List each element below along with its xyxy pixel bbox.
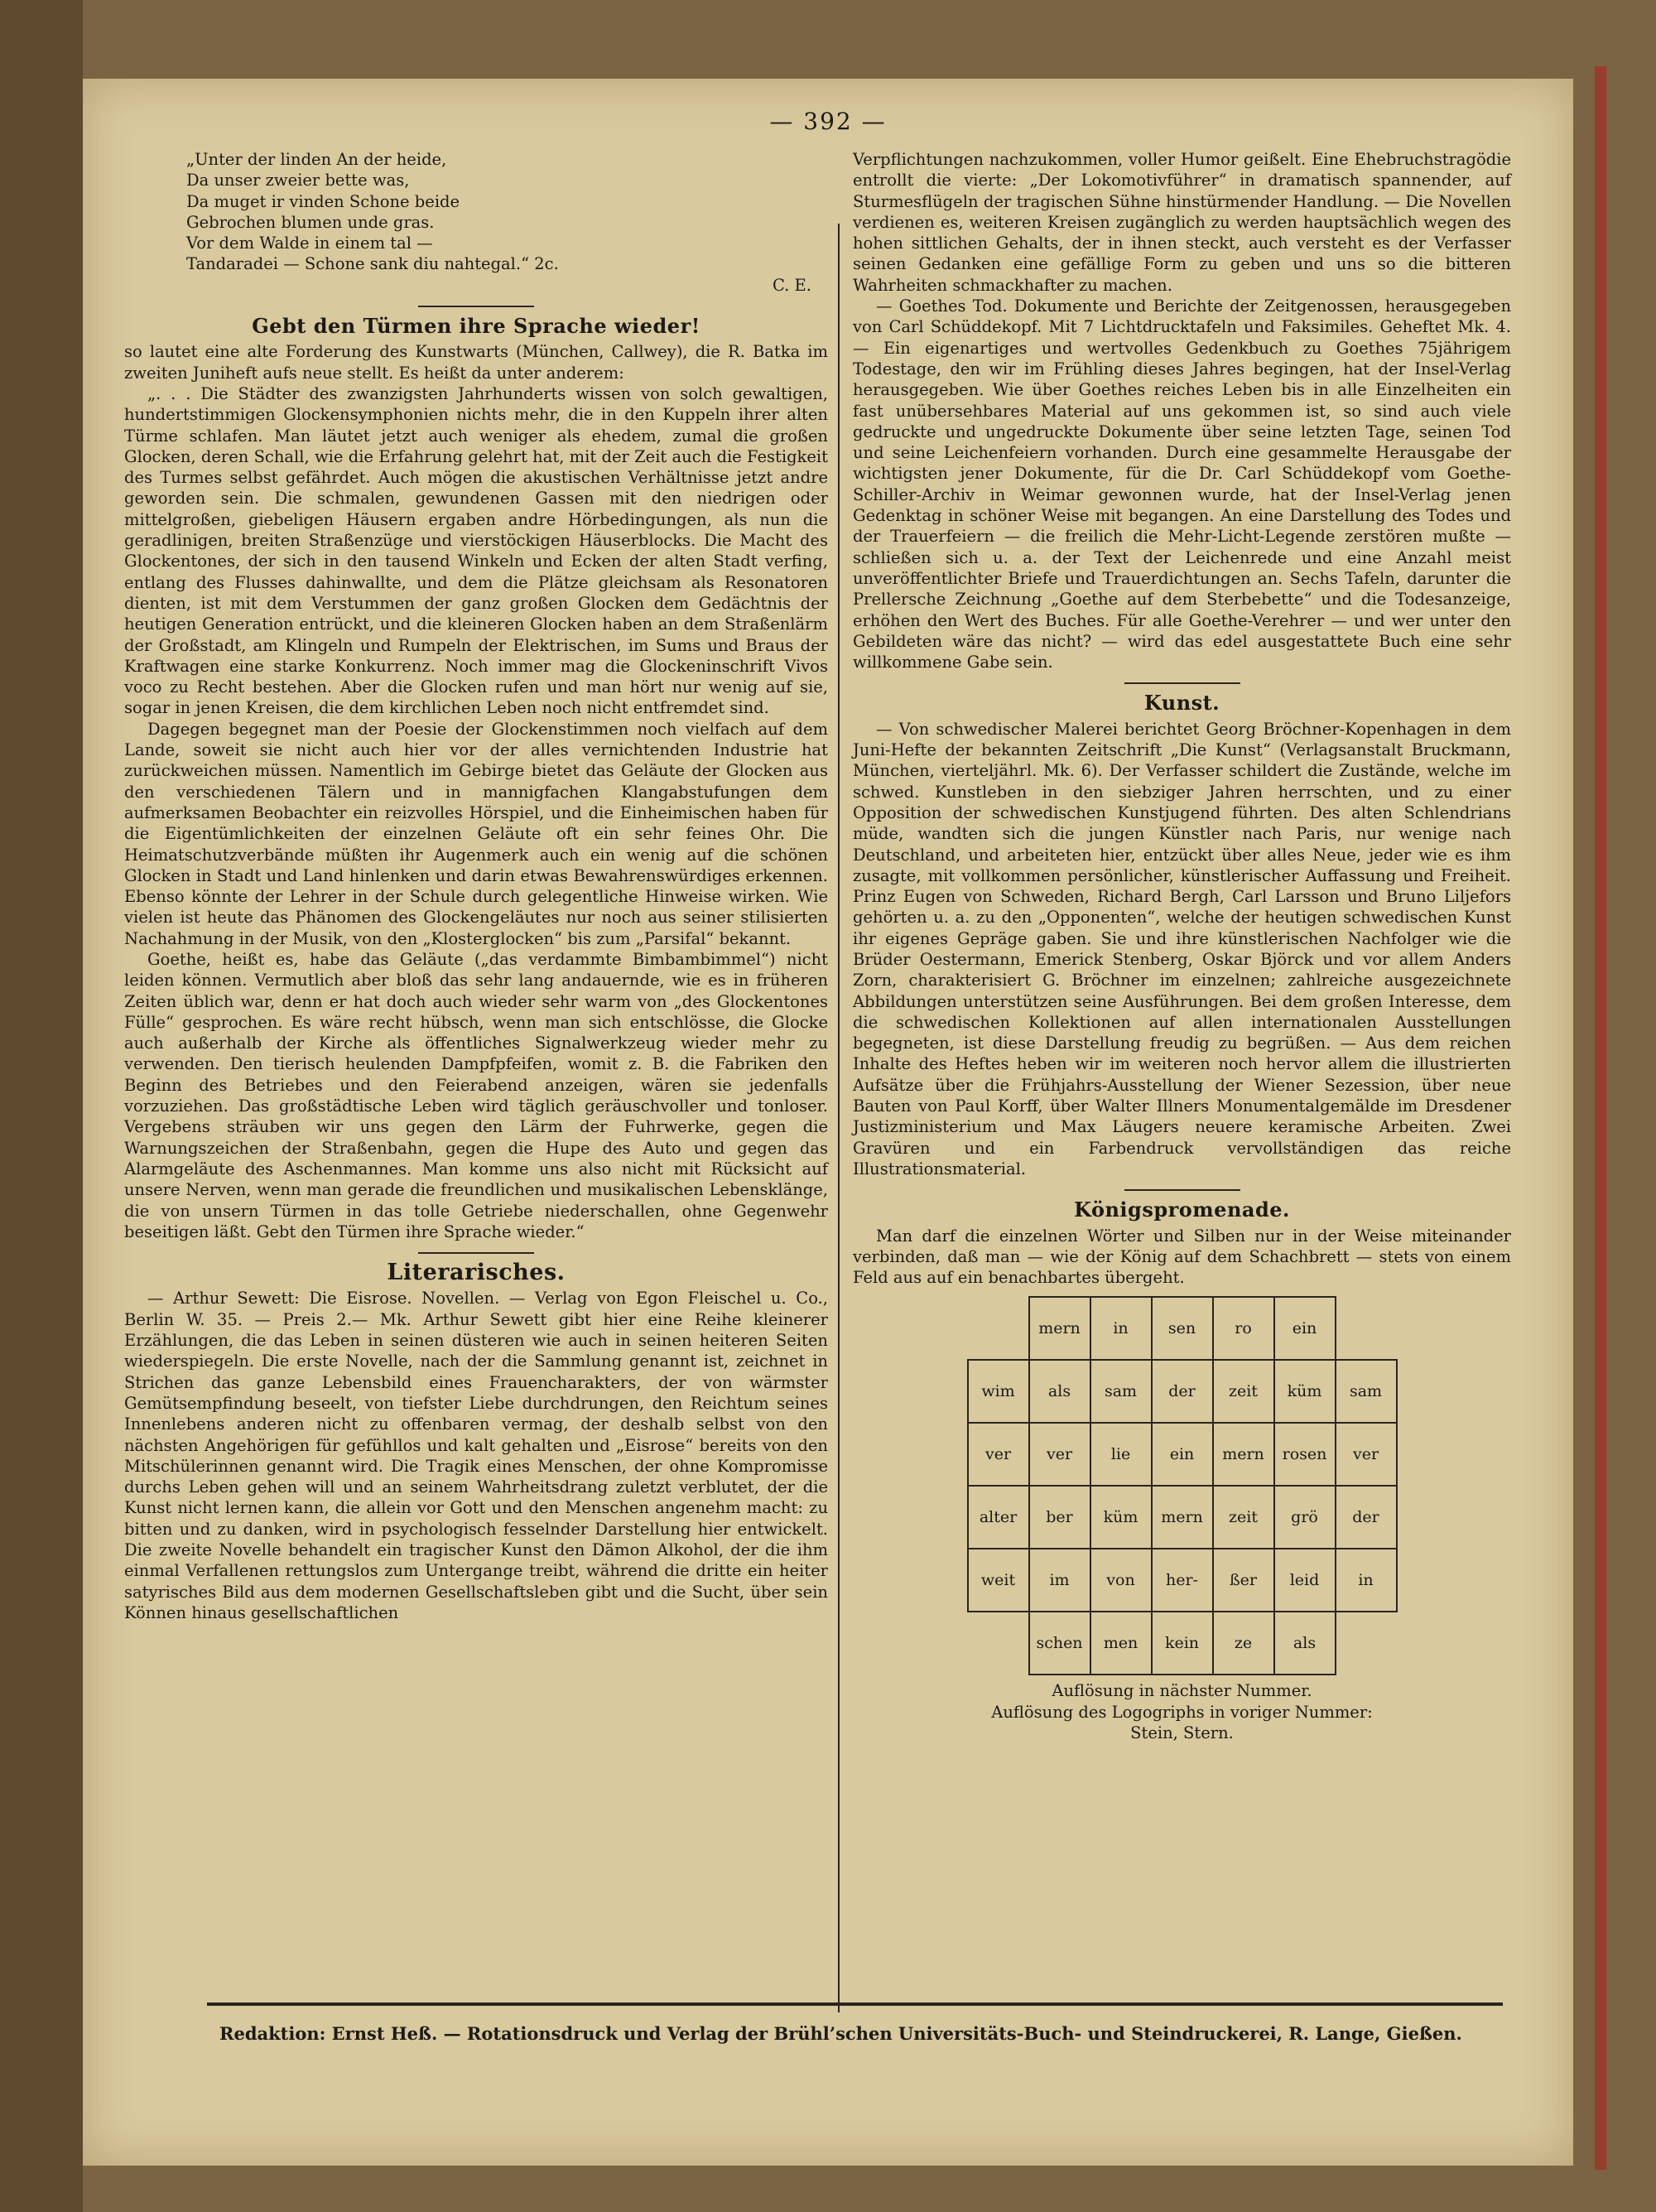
footer-rule	[207, 2002, 1503, 2006]
poem	[186, 149, 828, 275]
puzzle-cell: mern	[1152, 1486, 1213, 1549]
section-rule	[418, 306, 534, 307]
puzzle-cell	[1336, 1612, 1397, 1675]
page-edge	[1595, 66, 1606, 2170]
puzzle-cell: men	[1090, 1612, 1152, 1675]
puzzle-cell: ver	[968, 1423, 1029, 1486]
puzzle-cell: mern	[1029, 1297, 1090, 1360]
puzzle-cell: ber	[1029, 1486, 1090, 1549]
puzzle-cell: zeit	[1213, 1360, 1274, 1423]
puzzle-cell: ze	[1213, 1612, 1274, 1675]
logogriph-answer: Stein, Stern.	[1130, 1723, 1234, 1743]
puzzle-cell: sam	[1336, 1360, 1397, 1423]
puzzle-cell: leid	[1274, 1549, 1336, 1612]
article-paragraph: — Von schwedischer Malerei berichtet Georg Bröchner-Kopenhagen in dem Juni-Hefte der bekannten Zeitschrift „Die Kunst“ (Verlagsanstalt Bruckmann, München, vierteljährl. Mk. 6). Der Verfasser schildert die Zustände, welche im schwed. Kunstleben in den siebziger Jahren herrschten, und zu einer Opposition der schwedischen Kunstjugend führten. Des alten Schlendrians müde, wandten sich die jungen Künstler nach Paris, nur wenige nach Deutschland, und arbeiteten hier, entzückt über alles Neue, jeder wie es ihm zusagte, mit vollkommen persönlicher, künstlerischer Auffassung und Freiheit. Prinz Eugen von Schweden, Richard Bergh, Carl Larsson und Bruno Liljefors gehörten u. a. zu den „Opponenten“, welche der heutigen schwedischen Kunst ihr eigenes Gepräge gaben. Sie und ihre künstlerischen Nachfolger wie die Brüder Oestermann, Emerick Stenberg, Oskar Björck und vor allem Anders Zorn, charakterisiert G. Bröchner im einzelnen; zahlreiche ausgezeichnete Abbildungen unterstützen seine Ausführungen. Bei dem großen Interesse, dem die schwedischen Kollektionen auf allen internationalen Ausstellungen begegneten, ist diese Darstellung freudig zu begrüßen. — Aus dem reichen Inhalte des Heftes heben wir im weiteren noch hervor allem die illustrierten Aufsätze über die Frühjahrs-Ausstellung der Wiener Sezession, über neue Bauten von Paul Korff, über Walter Illners Monumentalgemälde im Dresdener Justizministerium und Max Läugers neuere keramische Arbeiten. Zwei Gravüren und ein Farbendruck vervollständigen das reiche Illustrationsmaterial.	[853, 719, 1511, 1178]
puzzle-cell: ßer	[1213, 1549, 1274, 1612]
puzzle-cell: sam	[1090, 1360, 1152, 1423]
puzzle-cell: in	[1090, 1297, 1152, 1360]
section-rule	[1124, 682, 1240, 684]
puzzle-cell: ein	[1152, 1423, 1213, 1486]
book-spine	[0, 0, 83, 2212]
puzzle-cell: küm	[1274, 1360, 1336, 1423]
poem-line: Da muget ir vinden Schone beide	[186, 191, 460, 211]
poem-line: „Unter der linden An der heide,	[186, 150, 447, 169]
puzzle-cell: als	[1274, 1612, 1336, 1675]
puzzle-cell: rosen	[1274, 1423, 1336, 1486]
puzzle-cell: her-	[1152, 1549, 1213, 1612]
article-paragraph: so lautet eine alte Forderung des Kunstwarts (München, Callwey), die R. Batka im zweiten Juniheft aufs neue stellt. Es heißt da unter anderem:	[124, 342, 828, 383]
page-number: — 392 —	[769, 108, 887, 135]
article-paragraph: — Arthur Sewett: Die Eisrose. Novellen. — Verlag von Egon Fleischel u. Co., Berlin W. 35. — Preis 2.— Mk. Arthur Sewett gibt hier eine Reihe kleinerer Erzählungen, die das Leben in seinen düsteren wie auch in seinen heiteren Seiten wiederspiegeln. Die erste Novelle, nach der die Sammlung genannt ist, zeichnet in Strichen das ganze Lebensbild eines Frauencharakters, der von wärmster Gemütsempfindung beseelt, von tiefster Liebe durchdrungen, den Reichtum seines Innenlebens anderen nicht zu offenbaren vermag, der deshalb selbst von den nächsten Angehörigen für gefühllos und kalt gehalten und „Eisrose“ bereits von den Mitschülerinnen genannt wird. Die Tragik eines Menschen, der ohne Kompromisse durchs Leben gehen will und an seinem Wahrheitsdrang zuletzt verblutet, der die Kunst nicht lernen kann, die allein vor Gott und den Menschen angenehm macht: zu bitten und zu danken, wird in psychologisch fesselnder Darstellung hier entwickelt. Die zweite Novelle behandelt ein tragischer Kunst den Dämon Alkohol, der die ihm einmal Verfallenen rettungslos zum Untergange treibt, während die dritte ein heiter satyrisches Bild aus dem modernen Gesellschaftsleben gibt und die Sucht, über sein Können hinaus gesellschaftlichen	[124, 1289, 828, 1622]
article-paragraph: Goethe, heißt es, habe das Geläute („das verdammte Bimbambimmel“) nicht leiden können. Vermutlich aber bloß das sehr lang andauernde, wie es in früheren Zeiten üblich war, denn er hat doch auch wieder sehr warm von „des Glockentones Fülle“ gesprochen. Es wäre recht hübsch, wenn man sich entschlösse, die Glocke auch außerhalb der Kirche als öffentliches Signalwerkzeug wieder mehr zu verwenden. Den tierisch heulenden Dampfpfeifen, womit z. B. die Fabriken den Beginn des Betriebes und den Feierabend anzeigen, wären sie jedenfalls vorzuziehen. Das großstädtische Leben wird täglich geräuschvoller und tonloser. Vergebens sträuben wir uns gegen den Lärm der Fuhrwerke, gegen die Warnungszeichen der Straßenbahn, gegen die Hupe des Auto und gegen das Alarmgeläute des Aschenmannes. Man komme uns also nicht mit Rücksicht auf unsere Nerven, wenn man gerade die freundlichen und musikalischen Lebensklänge, die von unsern Türmen in das tolle Getriebe niederschallen, ohne Gegenwehr beseitigen läßt. Gebt den Türmen ihre Sprache wieder.“	[124, 949, 828, 1241]
imprint-footer: Redaktion: Ernst Heß. — Rotationsdruck und Verlag der Brühl’schen Universitäts-Buch- und Steindruckerei, R. Lange, Gießen.	[219, 2023, 1462, 2044]
puzzle-cell	[968, 1297, 1029, 1360]
left-column	[124, 149, 828, 1623]
puzzle-cell: wim	[968, 1360, 1029, 1423]
poem-line: Gebrochen blumen unde gras.	[186, 212, 435, 232]
section-rule	[418, 1252, 534, 1254]
puzzle-cell: ver	[1029, 1423, 1090, 1486]
puzzle-cell: in	[1336, 1549, 1397, 1612]
puzzle-solution-note: Auflösung in nächster Nummer.	[1052, 1681, 1312, 1701]
puzzle-cell	[1336, 1297, 1397, 1360]
puzzle-row	[968, 1360, 1397, 1423]
puzzle-cell: alter	[968, 1486, 1029, 1549]
puzzle-cell: ver	[1336, 1423, 1397, 1486]
puzzle-row	[968, 1486, 1397, 1549]
puzzle-cell: der	[1152, 1360, 1213, 1423]
puzzle-cell: lie	[1090, 1423, 1152, 1486]
poem-line: Tandaradei — Schone sank diu nahtegal.“ 2c.	[186, 254, 559, 274]
poem-line: Da unser zweier bette was,	[186, 171, 410, 190]
puzzle-row	[968, 1423, 1397, 1486]
puzzle-row	[968, 1612, 1397, 1675]
puzzle-cell: der	[1336, 1486, 1397, 1549]
puzzle-cell: kein	[1152, 1612, 1213, 1675]
article-heading-towers: Gebt den Türmen ihre Sprache wieder!	[252, 314, 700, 339]
puzzle-cell	[968, 1612, 1029, 1675]
puzzle-cell: sen	[1152, 1297, 1213, 1360]
right-column	[853, 149, 1511, 1743]
puzzle-row	[968, 1549, 1397, 1612]
section-rule	[1124, 1189, 1240, 1191]
article-heading-art: Kunst.	[1143, 691, 1220, 716]
article-heading-literary: Literarisches.	[387, 1260, 566, 1286]
puzzle-cell: zeit	[1213, 1486, 1274, 1549]
puzzle-grid	[967, 1296, 1398, 1675]
column-divider	[838, 224, 840, 2012]
logogriph-title: Auflösung des Logogriphs in voriger Nummer:	[991, 1702, 1373, 1722]
puzzle-cell: weit	[968, 1549, 1029, 1612]
puzzle-cell: von	[1090, 1549, 1152, 1612]
puzzle-cell: mern	[1213, 1423, 1274, 1486]
puzzle-row	[968, 1297, 1397, 1360]
poem-signature: C. E.	[772, 275, 811, 295]
article-paragraph: Dagegen begegnet man der Poesie der Glockenstimmen noch vielfach auf dem Lande, soweit sie nicht auch hier vor der alles vernichtenden Industrie hat zurückweichen müssen. Namentlich im Gebirge bietet das Geläute der Glocken aus den verschiedenen Tälern und in mannigfachen Klangabstufungen dem aufmerksamen Beobachter ein reizvolles Hörspiel, und die Einheimischen haben für die Eigentümlichkeiten der einzelnen Geläute oft ein sehr feines Ohr. Die Heimatschutzverbände müßten ihr Augenmerk auch ein wenig auf die schönen Glocken in Stadt und Land hinlenken und darin etwas Bewahrenswürdiges erkennen. Ebenso könnte der Lehrer in der Schule durch gelegentliche Hinweise wirken. Wie vielen ist heute das Phänomen des Glockengeläutes nur noch aus seiner stilisierten Nachahmung in der Musik, von den „Klosterglocken“ bis zum „Parsifal“ bekannt.	[124, 719, 828, 948]
puzzle-cell: im	[1029, 1549, 1090, 1612]
puzzle-cell: küm	[1090, 1486, 1152, 1549]
puzzle-intro: Man darf die einzelnen Wörter und Silben nur in der Weise miteinander verbinden, daß man — wie der König auf dem Schachbrett — stets von einem Feld aus auf ein benachbartes übergeht.	[853, 1226, 1511, 1288]
puzzle-cell: schen	[1029, 1612, 1090, 1675]
article-paragraph: — Goethes Tod. Dokumente und Berichte der Zeitgenossen, herausgegeben von Carl Schüddekopf. Mit 7 Lichtdrucktafeln und Faksimiles. Geheftet Mk. 4. — Ein eigenartiges und wertvolles Gedenkbuch zu Goethes 75jährigem Todestage, den wir im Frühling dieses Jahres begingen, hat der Insel-Verlag herausgegeben. Wie über Goethes reiches Leben bis in alle Einzelheiten ein fast unübersehbares Material auf uns gekommen ist, so sind auch viele gedruckte und ungedruckte Dokumente über seine letzten Tage, seinen Tod und seine Leichenfeiern vorhanden. Durch eine gesammelte Herausgabe der wichtigsten jener Dokumente, für die Dr. Carl Schüddekopf vom Goethe-Schiller-Archiv in Weimar gewonnen wurde, hat der Insel-Verlag jenen Gedenktag in schöner Weise mit begangen. An eine Darstellung des Todes und der Trauerfeiern — die freilich die Mehr-Licht-Legende zerstören mußte — schließen sich u. a. der Text der Leichenrede und eine Anzahl meist unveröffentlichter Briefe und Trauerdichtungen an. Sechs Tafeln, darunter die Prellersche Zeichnung „Goethe auf dem Sterbebette“ und die Todesanzeige, erhöhen den Wert des Buches. Für alle Goethe-Verehrer — und wer unter den Gebildeten wäre das nicht? — wird das edel ausgestattete Buch eine sehr willkommene Gabe sein.	[853, 296, 1511, 672]
puzzle-cell: grö	[1274, 1486, 1336, 1549]
puzzle-cell: als	[1029, 1360, 1090, 1423]
puzzle-cell: ein	[1274, 1297, 1336, 1360]
puzzle-heading: Königspromenade.	[1074, 1198, 1290, 1222]
puzzle-cell: ro	[1213, 1297, 1274, 1360]
article-paragraph: „. . . Die Städter des zwanzigsten Jahrhunderts wissen von solch gewaltigen, hundertstimmigen Glockensymphonien nichts mehr, die in den Kuppeln ihrer alten Türme schlafen. Man läutet jetzt auch weniger als ehedem, zumal die großen Glocken, deren Schall, wie die Erfahrung gelehrt hat, mit der Zeit auch die Festigkeit des Turmes selbst gefährdet. Auch mögen die akustischen Verhältnisse jetzt andre geworden sein. Die schmalen, gewundenen Gassen mit den niedrigen oder mittelgroßen, giebeligen Häusern ergaben andre Hörbedingungen, als nun die geradlinigen, breiten Straßenzüge und vierstöckigen Häuserblocks. Die Macht des Glockentones, der sich in den tausend Winkeln und Ecken der alten Stadt verfing, entlang des Flusses dahinwallte, und dem die Plätze gleichsam als Resonatoren dienten, ist mit dem Verstummen der ganz großen Glocken dem Gedächtnis der heutigen Generation entrückt, und die kleineren Glocken haben an dem Straßenlärm der Großstadt, am Klingeln und Rumpeln der Elektrischen, im Sums und Braus der Kraftwagen eine starke Konkurrenz. Noch immer mag die Glockeninschrift Vivos voco zu Recht bestehen. Aber die Glocken rufen und man hört nur wenig auf sie, sogar in jenen Kreisen, die dem kirchlichen Leben noch nicht entfremdet sind.	[124, 383, 828, 718]
article-paragraph: Verpflichtungen nachzukommen, voller Humor geißelt. Eine Ehebruchstragödie entrollt die vierte: „Der Lokomotivführer“ in dramatisch spannender, auf Sturmesflügeln der tragischen Sühne hinstürmender Handlung. — Die Novellen verdienen es, weiteren Kreisen zugänglich zu werden hauptsächlich wegen des hohen sittlichen Gehalts, der in ihnen steckt, auch versteht es der Verfasser seinen Gedanken eine gefällige Form zu geben und uns so die bitteren Wahrheiten schmackhafter zu machen.	[853, 150, 1511, 295]
poem-line: Vor dem Walde in einem tal —	[186, 234, 433, 253]
